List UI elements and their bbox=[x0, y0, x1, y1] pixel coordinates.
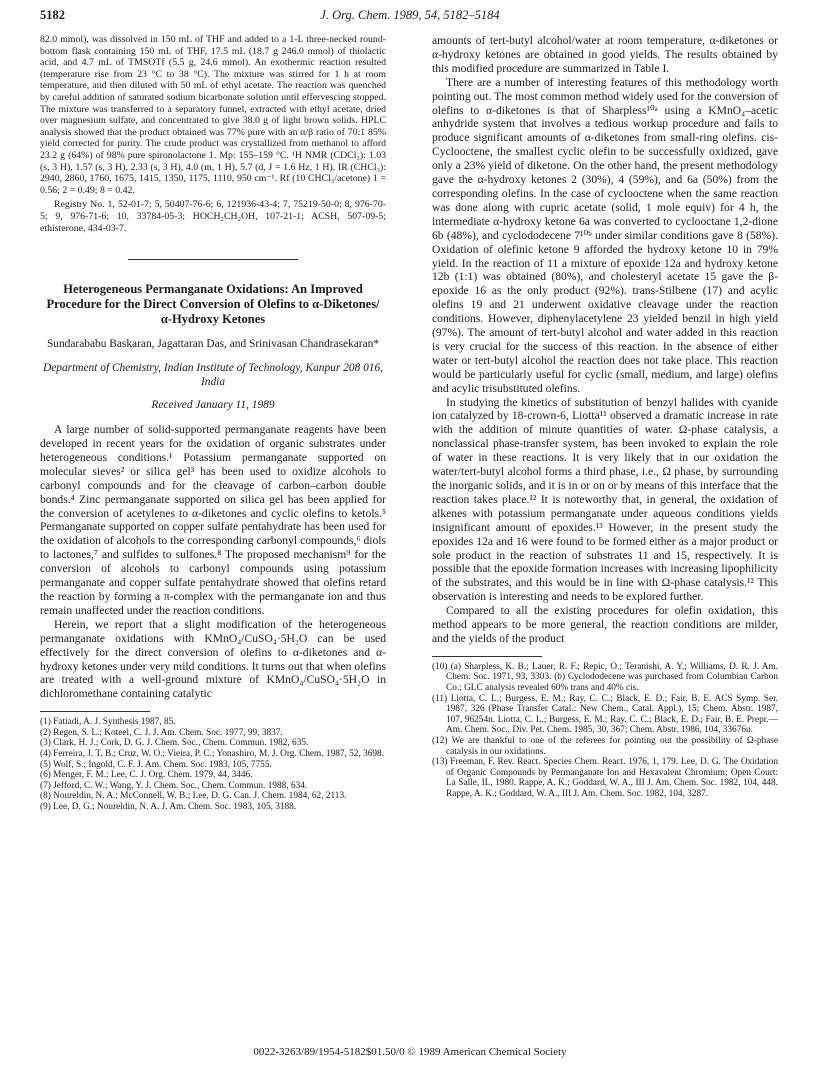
footnote: (4) Ferreira, J. T. B.; Cruz, W. O.; Vieira, P. C.; Yonashiro, M. J. Org. Chem. 1987, 52, 3698. bbox=[40, 749, 385, 759]
article-authors: Sundarababu Baskaran, Jagattaran Das, and Srinivasan Chandrasekaran* bbox=[46, 338, 380, 351]
footnote: (9) Lee, D. G.; Noureldin, N. A. J. Am. Chem. Soc. 1983, 105, 3188. bbox=[40, 801, 297, 812]
experimental-text: 82.0 mmol), was dissolved in 150 mL of THF and added to a 1-L three-necked round-bottom flask containing 150 mL of THF, 17.5 mL (18.7 g 246.0 mmol) of thiolactic acid, and 4.7 mL of TMSOTf (5.5 g, 24.6 mmol). An exothermic reaction resulted (temperature rise from 23 °C to 38 °C). The mixture was stirred for 1 h at room temperature, and then diluted with 50 mL of ethyl acetate. The reaction was quenched by careful addition of saturated sodium bicarbonate solution until effervescing stopped. The mixture was transferred to a separatory funnel, extracted with ethyl acetate, dried over magnesium sulfate, and concentrated to give 38.0 g of light brown solids. HPLC analysis showed that the product obtained was 77% pure with an α/β ratio of 70:1 85% yield corrected for purity. The crude product was crystallized from methanol to afford 23.2 g (64%) of 98% pure spironolactone 1. Mp: 155–159 °C. ¹H NMR (CDCl₃): 1.03 (s, 3 H), 1.57 (s, 3 H), 2.33 (s, 3 H), 4.0 (m, 1 H), 5.7 (d, J = 1.6 Hz, 1 H). IR (CHCl₃): 2940, 2860, 1760, 1675, 1415, 1350, 1175, 1110, 950 cm⁻¹. Rf (10 CHCl₃/acetone) 1 = 0.56; 2 = 0.49; 8 = 0.42. bbox=[40, 34, 386, 196]
footnotes-left bbox=[40, 717, 386, 812]
journal-citation: J. Org. Chem. 1989, 54, 5182–5184 bbox=[320, 8, 500, 22]
footnote: (13) Freeman, F. Rev. React. Species Chem. React. 1976, 1, 179. Lee, D. G. The Oxidation of Organic Compounds by Permanganate Ion and Hexavalent Chromium; Open Court: La Salle, IL, 1980. Rappe, A. K.; Goddard, W. A., III J. Am. Chem. Soc. 1982, 104, 448. Rappe, A. K.; Goddard, W. A., III J. Am. Chem. Soc. 1982, 104, 3287. bbox=[432, 757, 778, 799]
footnote: (2) Regen, S. L.; Koteel, C. J. J. Am. Chem. Soc. 1977, 99, 3837. bbox=[40, 727, 283, 738]
article-title: Heterogeneous Permanganate Oxidations: An Improved Procedure for the Direct Conversion of Olefins to α-Diketones/α-Hydroxy Ketones bbox=[46, 282, 380, 327]
footnotes-right bbox=[432, 662, 778, 800]
left-column bbox=[40, 34, 386, 813]
footnote-divider bbox=[432, 656, 542, 657]
footnote: (3) Clark, H. J.; Cork, D. G. J. Chem. Soc., Chem. Commun. 1982, 635. bbox=[40, 738, 309, 749]
section-divider bbox=[128, 259, 298, 260]
page-number: 5182 bbox=[40, 8, 65, 22]
body-paragraph: A large number of solid-supported permanganate reagents have been developed in recent years for the oxidation of organic substrates under heterogeneous conditions.¹ Potassium permanganate supported on molecular sieves² or silica gel³ has been used to oxidize alcohols to carbonyl compounds and for the cleavage of carbon–carbon double bonds.⁴ Zinc permanganate supported on silica gel has been applied for the conversion of acetylenes to α-diketones and cyclic olefins to ketols.⁵ Permanganate supported on copper sulfate pentahydrate has been used for the oxidation of alcohols to the corresponding carbonyl compounds,⁶ diols to lactones,⁷ and sulfides to sulfones.⁸ The proposed mechanism⁹ for the conversion of alcohols to carbonyl compounds using potassium permanganate and copper sulfate pentahydrate showed that olefins retard the reaction by forming a π-complex with the permanganate ion and thus remain unaffected under the reaction conditions. bbox=[40, 423, 386, 617]
article-affiliation: Department of Chemistry, Indian Institute of Technology, Kanpur 208 016, India bbox=[42, 362, 384, 389]
body-paragraph: Compared to all the existing procedures for olefin oxidation, this method appears to be more general, the reaction conditions are milder, and the yields of the product bbox=[432, 604, 778, 645]
copyright-footer: 0022-3263/89/1954-5182$01.50/0 © 1989 American Chemical Society bbox=[253, 1046, 567, 1058]
footnote: (1) Fatiadi, A. J. Synthesis 1987, 85. bbox=[40, 717, 176, 728]
registry-numbers: Registry No. 1, 52-01-7; 5, 50407-76-6; 6, 121936-43-4; 7, 75219-50-0; 8, 976-70-5; 9, 976-71-6; 10, 33784-05-3; HOCH₂CH₂OH, 107-21-1; ACSH, 507-09-5; ethisterone, 434-03-7. bbox=[40, 199, 386, 234]
right-column bbox=[432, 34, 778, 800]
footnote: (5) Wolf, S.; Ingold, C. F. J. Am. Chem. Soc. 1983, 105, 7755. bbox=[40, 759, 272, 770]
body-paragraph: In studying the kinetics of substitution of benzyl halides with cyanide ion catalyzed by 18-crown-6, Liotta¹¹ observed a dramatic increase in rate with the addition of minute quantities of water. Ω-phase catalysis, a nonclassical phase-transfer system, has been invoked to explain the role of water in these reactions. It is very likely that in our oxidation the water/tert-butyl alcohol forms a third phase, i.e., Ω phase, by surrounding the inorganic solids, and it is in or on or by means of this interface that the reaction takes place.¹² It is noteworthy that, in general, the oxidation of alkenes with potassium permanganate under aqueous conditions yields insignificant amount of epoxides.¹³ However, in the present study the epoxides 12a and 16 were found to be formed either as a major product or sole product in the reaction of substrates 11 and 15, respectively. It is possible that the epoxide formation increases with increasing lipophilicity of the substrates, and this would be in line with Ω-phase catalysis.¹² This observation is interesting and needs to be explored further. bbox=[432, 395, 778, 604]
footnote: (10) (a) Sharpless, K. B.; Lauer, R. F.; Repic, O.; Teranishi, A. Y.; Williams, D. R. J. Am. Chem. Soc. 1971, 93, 3303. (b) Cyclododecene was purchased from Columbian Carbon Co.; GLC analysis revealed 60% trans and 40% cis. bbox=[432, 661, 778, 694]
footnote-divider bbox=[40, 711, 150, 712]
footnote: (11) Liotta, C. L.; Burgess, E. M.; Ray, C. C.; Black, E. D.; Fair, B. E. ACS Symp. Ser. 1987, 326 (Phase Transfer Catal.: New Chem., Catal. Appl.), 15; Chem. Abstr. 1987, 107, 96254n. Liotta, C. L.; Burgess, E. M.; Ray, C. C.; Black, E. D.; Fair, B. E. Prepr.—Am. Chem. Soc., Div. Pet. Chem. 1985, 30, 367; Chem. Abstr. 1986, 104, 33676u. bbox=[432, 693, 778, 736]
footnote: (12) We are thankful to one of the referees for pointing out the possibility of Ω-phase catalysis in our oxidations. bbox=[432, 736, 778, 757]
footnote: (6) Menger, F. M.; Lee, C. J. Org. Chem. 1979, 44, 3446. bbox=[40, 770, 253, 781]
body-paragraph: Herein, we report that a slight modification of the heterogeneous permanganate oxidations with KMnO₄/CuSO₄·5H₂O can be used effectively for the direct conversion of olefins to α-diketones and α-hydroxy ketones under very mild conditions. It turns out that when olefins are treated with a well-ground mixture of KMnO₄/CuSO₄·5H₂O in dichloromethane containing catalytic bbox=[40, 617, 386, 701]
footnote: (8) Noureldin, N. A.; McConnell, W. B.; Lee, D. G. Can. J. Chem. 1984, 62, 2113. bbox=[40, 791, 347, 802]
body-paragraph: There are a number of interesting features of this methodology worth pointing out. The most common method widely used for the conversion of olefins to α-diketones is that of Sharpless¹⁰ᵃ using a KMnO₄–acetic anhydride system that involves a tedious workup procedure and fails to produce significant amounts of α-diketones from small-ring olefins. cis-Cyclooctene, the smallest cyclic olefin to be successfully oxidized, gave only a 23% yield of diketone. On the other hand, the present methodology gave the α-hydroxy ketones 2 (30%), 4 (59%), and 6a (50%) from the corresponding olefins. In the case of cyclooctene when the same reaction was done along with cupric acetate (solid, 1 mole equiv) for 4 h, the intermediate α-hydroxy ketone 6a was converted to cyclooctane 1,2-dione 6b (48%), and cyclododecene 7¹⁰ᵇ under similar conditions gave 8 (58%). Oxidation of olefinic ketone 9 afforded the hydroxy ketone 10 in 79% yield. In the reaction of 11 a mixture of epoxide 12a and hydroxy ketone 12b (1:1) was obtained (80%), and cholesteryl acetate 15 gave the β-epoxide 16 as the only product (92%). trans-Stilbene (17) and acylic olefins 19 and 21 underwent oxidative cleavage under the reaction conditions. However, diphenylacetylene 23 yielded benzil in high yield (97%). The amount of tert-butyl alcohol and water added in this reaction is very crucial for the success of this reaction. In the absence of either water or tert-butyl alcohol the reaction does not take place. This reaction would be particularly useful for cyclic (small, medium, and large) olefins and acylic trisubstituted olefins. bbox=[432, 75, 778, 395]
body-paragraph: amounts of tert-butyl alcohol/water at room temperature, α-diketones or α-hydroxy ketones are obtained in good yields. The results obtained by this modified procedure are summarized in Table I. bbox=[432, 34, 778, 75]
running-header bbox=[40, 8, 780, 28]
footnote: (7) Jefford, C. W.; Wang, Y. J. Chem. Soc., Chem. Commun. 1988, 634. bbox=[40, 780, 308, 791]
received-date: Received January 11, 1989 bbox=[151, 399, 275, 412]
